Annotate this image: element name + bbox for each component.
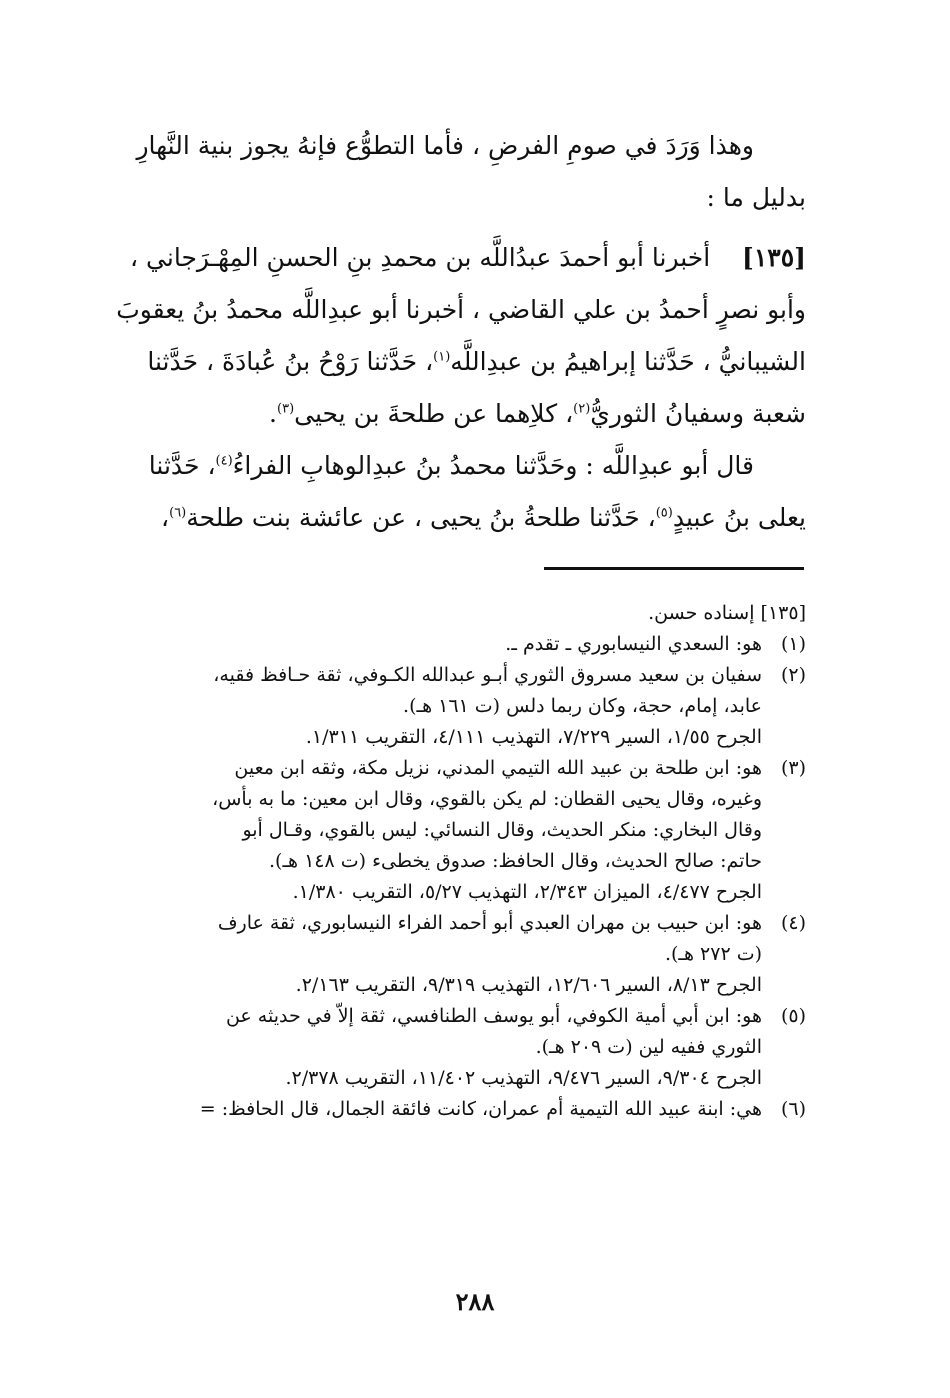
footnote-1 bbox=[100, 629, 806, 660]
main-text bbox=[100, 120, 806, 224]
footnote-line: وغيره، وقال يحيى القطان: لم يكن بالقوي، وقال ابن معين: ما به بأس، bbox=[212, 788, 762, 810]
main-line-text: ، bbox=[161, 503, 170, 532]
footnote-line: عابد، إمام، حجة، وكان ربما دلس (ت ١٦١ هـ). bbox=[403, 695, 762, 717]
footnote-separator bbox=[544, 567, 804, 570]
footnote-line: وقال البخاري: منكر الحديث، وقال النسائي: ليس بالقوي، وقـال أبو bbox=[242, 819, 762, 841]
footnote-number: (٢) bbox=[780, 664, 806, 686]
footnote-body bbox=[100, 629, 762, 660]
footnote-line: سفيان بن سعيد مسروق الثوري أبـو عبدالله الكـوفي، ثقة حـافظ فقيه، bbox=[213, 664, 762, 686]
footnote-intro: [١٣٥] إسناده حسن. bbox=[648, 602, 806, 624]
footnote-3 bbox=[100, 753, 806, 877]
footnote-body bbox=[100, 753, 762, 877]
main-line bbox=[100, 440, 806, 492]
main-line-text: أخبرنا أبو أحمدَ عبدُاللَّه بن محمدِ بنِ الحسنِ المِهْـرَجاني ، bbox=[130, 243, 711, 272]
footnote-number: (٦) bbox=[780, 1098, 806, 1120]
hadith-paragraph bbox=[100, 232, 806, 440]
footnote-mark: (٦) bbox=[169, 505, 187, 521]
footnote-reference: الجرح ١/٥٥، السير ٧/٢٢٩، التهذيب ٤/١١١، التقريب ١/٣١١. bbox=[305, 726, 762, 748]
main-line-text: ، حَدَّثنا رَوْحُ بنُ عُبادَةَ ، حَدَّثنا bbox=[147, 347, 434, 376]
footnote-body bbox=[100, 1001, 762, 1063]
main-line: بدليل ما : bbox=[706, 183, 806, 212]
main-line-text: قال أبو عبدِاللَّه : وحَدَّثنا محمدُ بنُ عبدِالوهابِ الفراءُ bbox=[232, 451, 754, 480]
footnote-number: (٤) bbox=[780, 912, 806, 934]
main-line-text: الشيبانيُّ ، حَدَّثنا إبراهيمُ بن عبدِاللَّه bbox=[450, 347, 806, 376]
footnote-line: (ت ٢٧٢ هـ). bbox=[664, 943, 762, 965]
footnote-body bbox=[100, 660, 762, 722]
footnotes bbox=[100, 598, 806, 1125]
footnote-line: هو: ابن أبي أمية الكوفي، أبو يوسف الطنافسي، ثقة إلاّ في حديثه عن bbox=[225, 1005, 762, 1027]
footnote-line: هو: ابن طلحة بن عبيد الله التيمي المدني، نزيل مكة، وثقه ابن معين bbox=[234, 757, 762, 779]
footnote-line: هو: السعدي النيسابوري ـ تقدم ـ. bbox=[505, 633, 762, 655]
footnote-line: هو: ابن حبيب بن مهران العبدي أبو أحمد الفراء النيسابوري، ثقة عارف bbox=[217, 912, 762, 934]
main-line: وهذا وَرَدَ في صومِ الفرضِ ، فأما التطوُّع فإنهُ يجوز بنية النَّهارِ bbox=[136, 131, 754, 160]
footnote-line: حاتم: صالح الحديث، وقال الحافظ: صدوق يخطىء (ت ١٤٨ هـ). bbox=[269, 850, 762, 872]
footnote-4 bbox=[100, 908, 806, 970]
main-line bbox=[100, 492, 806, 544]
footnote-mark: (٤) bbox=[215, 453, 233, 469]
main-line-text: ، كلاِهما عن طلحةَ بن يحيى bbox=[294, 399, 574, 428]
footnote-6 bbox=[100, 1094, 806, 1125]
continuation-paragraph bbox=[100, 440, 806, 544]
footnote-body bbox=[100, 1094, 762, 1125]
footnote-mark: (٢) bbox=[573, 401, 591, 417]
main-line bbox=[100, 336, 806, 388]
page-number: ٢٨٨ bbox=[455, 1287, 495, 1316]
footnote-number: (٣) bbox=[780, 757, 806, 779]
footnote-mark: (٥) bbox=[655, 505, 673, 521]
main-line-text: ، حَدَّثنا bbox=[148, 451, 216, 480]
footnote-number: (٥) bbox=[780, 1005, 806, 1027]
main-line-text: . bbox=[269, 399, 277, 428]
hadith-number: [١٣٥] bbox=[742, 243, 806, 272]
footnote-mark: (٣) bbox=[277, 401, 295, 417]
footnote-number: (١) bbox=[780, 633, 806, 655]
main-line bbox=[100, 232, 806, 284]
footnote-body bbox=[100, 908, 762, 970]
footnote-reference: الجرح ٤/٤٧٧، الميزان ٢/٣٤٣، التهذيب ٥/٢٧، التقريب ١/٣٨٠. bbox=[292, 881, 762, 903]
footnote-line: هي: ابنة عبيد الله التيمية أم عمران، كانت فائقة الجمال، قال الحافظ: = bbox=[199, 1098, 762, 1120]
main-line: وأبو نصرٍ أحمدُ بن علي القاضي ، أخبرنا أبو عبدِاللَّه محمدُ بنُ يعقوبَ bbox=[116, 295, 806, 324]
main-line-text: ، حَدَّثنا طلحةُ بنُ يحيى ، عن عائشة بنت طلحة bbox=[186, 503, 656, 532]
footnote-5 bbox=[100, 1001, 806, 1063]
main-line bbox=[100, 388, 806, 440]
footnote-2 bbox=[100, 660, 806, 722]
main-line-text: شعبة وسفيانُ الثوريُّ bbox=[590, 399, 806, 428]
main-line-text: يعلى بنُ عبيدٍ bbox=[672, 503, 806, 532]
footnote-line: الثوري ففيه لين (ت ٢٠٩ هـ). bbox=[535, 1036, 762, 1058]
footnote-reference: الجرح ٩/٣٠٤، السير ٩/٤٧٦، التهذيب ١١/٤٠٢، التقريب ٢/٣٧٨. bbox=[285, 1067, 762, 1089]
footnote-reference: الجرح ٨/١٣، السير ١٢/٦٠٦، التهذيب ٩/٣١٩، التقريب ٢/١٦٣. bbox=[295, 974, 762, 996]
footnote-mark: (١) bbox=[433, 349, 451, 365]
